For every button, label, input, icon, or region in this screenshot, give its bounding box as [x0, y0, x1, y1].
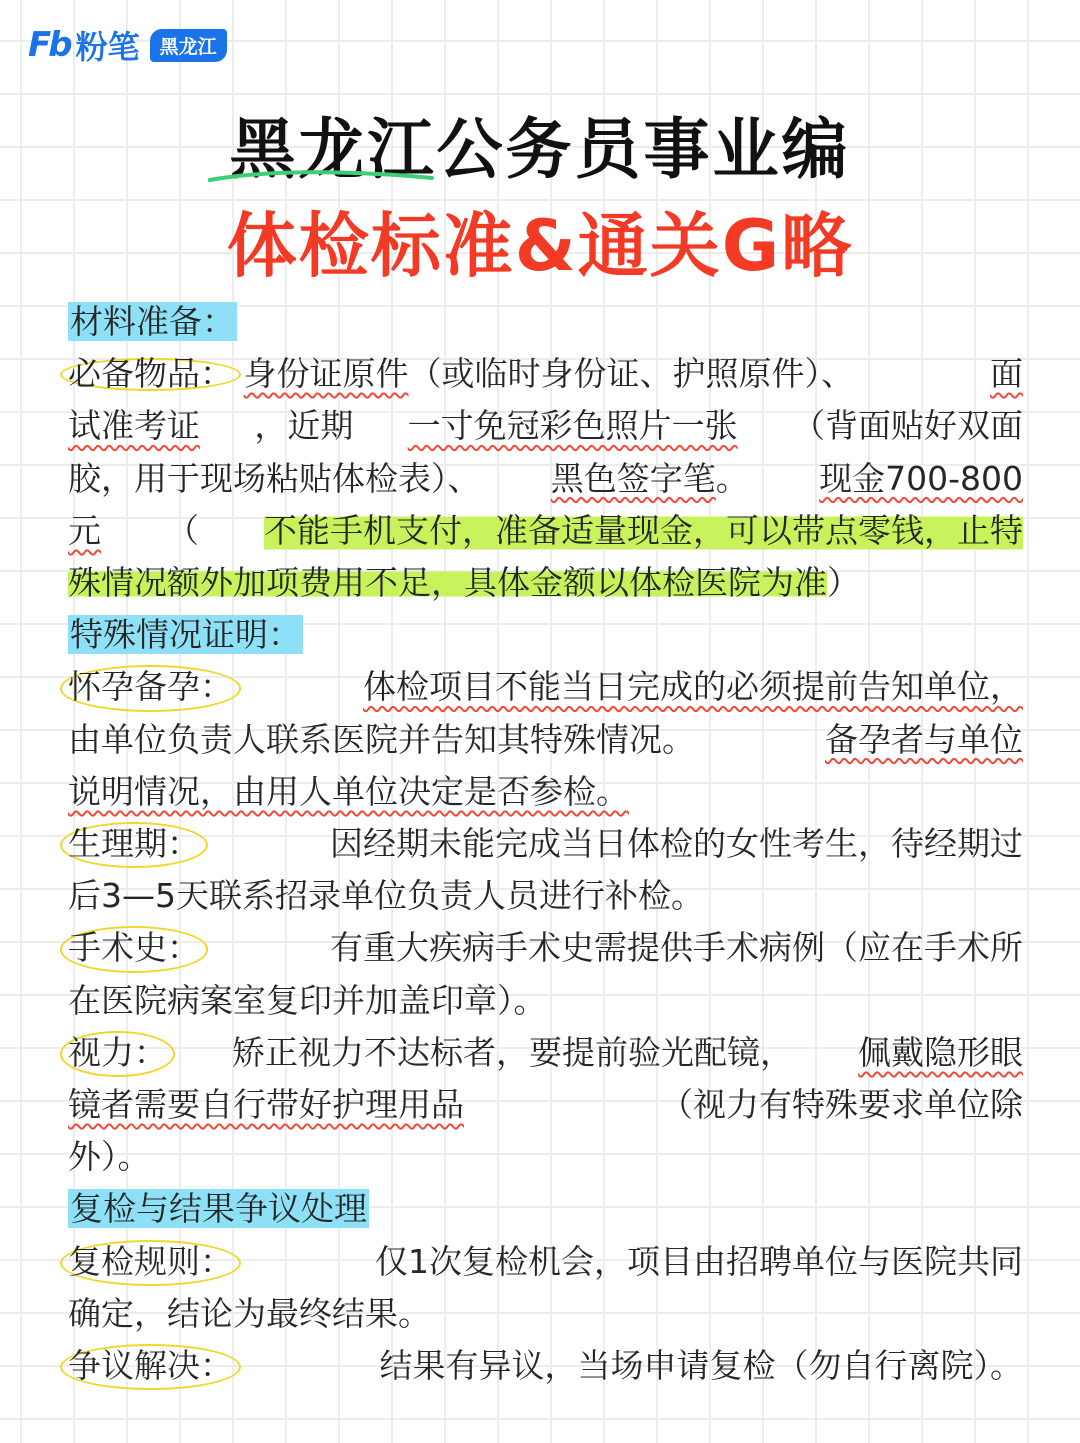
section-heading-recheck: 复检与结果争议处理 — [70, 1189, 367, 1229]
period-line-1: 生理期： 因经期未能完成当日体检的女性考生，待经期过 — [68, 818, 1023, 870]
logo-name: 粉笔 — [75, 28, 140, 66]
materials-line-5: 殊情况额外加项费用不足，具体金额以体检医院为准） — [68, 563, 860, 603]
recheck-line-2: 确定，结论为最终结果。 — [68, 1293, 431, 1333]
materials-line-3: 胶，用于现场粘贴体检表）、 黑色签字笔。 现金700-800 — [68, 458, 1023, 498]
content-body — [68, 296, 1023, 1392]
vision-line-3: 外）。 — [68, 1137, 151, 1177]
section-heading-special: 特殊情况证明： — [70, 615, 301, 655]
label-pregnancy: 怀孕备孕： — [68, 661, 233, 713]
section-heading-materials: 材料准备： — [70, 302, 235, 341]
vision-line-2: 镜者需要自行带好护理用品 （视力有特殊要求单位除 — [68, 1085, 1023, 1125]
logo-mark: Fb — [28, 25, 70, 65]
materials-line-4: 元 （ 不能手机支付，准备适量现金，可以带点零钱，止特 — [68, 505, 1023, 557]
period-line-2: 后3—5天联系招录单位负责人员进行补检。 — [68, 876, 704, 916]
label-dispute: 争议解决： — [68, 1340, 233, 1392]
materials-line-2: 试准考证 ，近期 一寸免冠彩色照片一张 （背面贴好双面 — [68, 406, 1023, 446]
materials-line-1: 必备物品： 身份证原件（或临时身份证、护照原件）、 面 — [68, 354, 1023, 394]
label-required-items: 必备物品： — [68, 354, 233, 394]
surgery-line-2: 在医院病案室复印并加盖印章）。 — [68, 980, 547, 1020]
surgery-line-1: 手术史： 有重大疾病手术史需提供手术病例（应在手术所 — [68, 922, 1023, 974]
recheck-line-1: 复检规则： 仅1次复检机会，项目由招聘单位与医院共同 — [68, 1236, 1023, 1288]
page-title: 黑龙江公务员事业编 — [229, 111, 851, 188]
vision-line-1: 视力： 矫正视力不达标者，要提前验光配镜， 佩戴隐形眼 — [68, 1027, 1023, 1079]
pregnancy-line-2: 由单位负责人联系医院并告知其特殊情况。 备孕者与单位 — [68, 719, 1023, 759]
label-recheck: 复检规则： — [68, 1236, 233, 1288]
pregnancy-line-1: 怀孕备孕： 体检项目不能当日完成的必须提前告知单位， — [68, 661, 1023, 713]
brand-logo — [28, 22, 227, 68]
page-subtitle: 体检标准&通关G略 — [226, 205, 854, 287]
dispute-line-1: 争议解决： 结果有异议，当场申请复检（勿自行离院）。 — [68, 1340, 1023, 1392]
pregnancy-line-3: 说明情况，由用人单位决定是否参检。 — [68, 771, 629, 811]
label-surgery: 手术史： — [68, 922, 200, 974]
label-period: 生理期： — [68, 818, 200, 870]
label-vision: 视力： — [68, 1027, 167, 1079]
title-underline-decoration — [206, 168, 436, 186]
region-badge: 黑龙江 — [150, 29, 227, 62]
